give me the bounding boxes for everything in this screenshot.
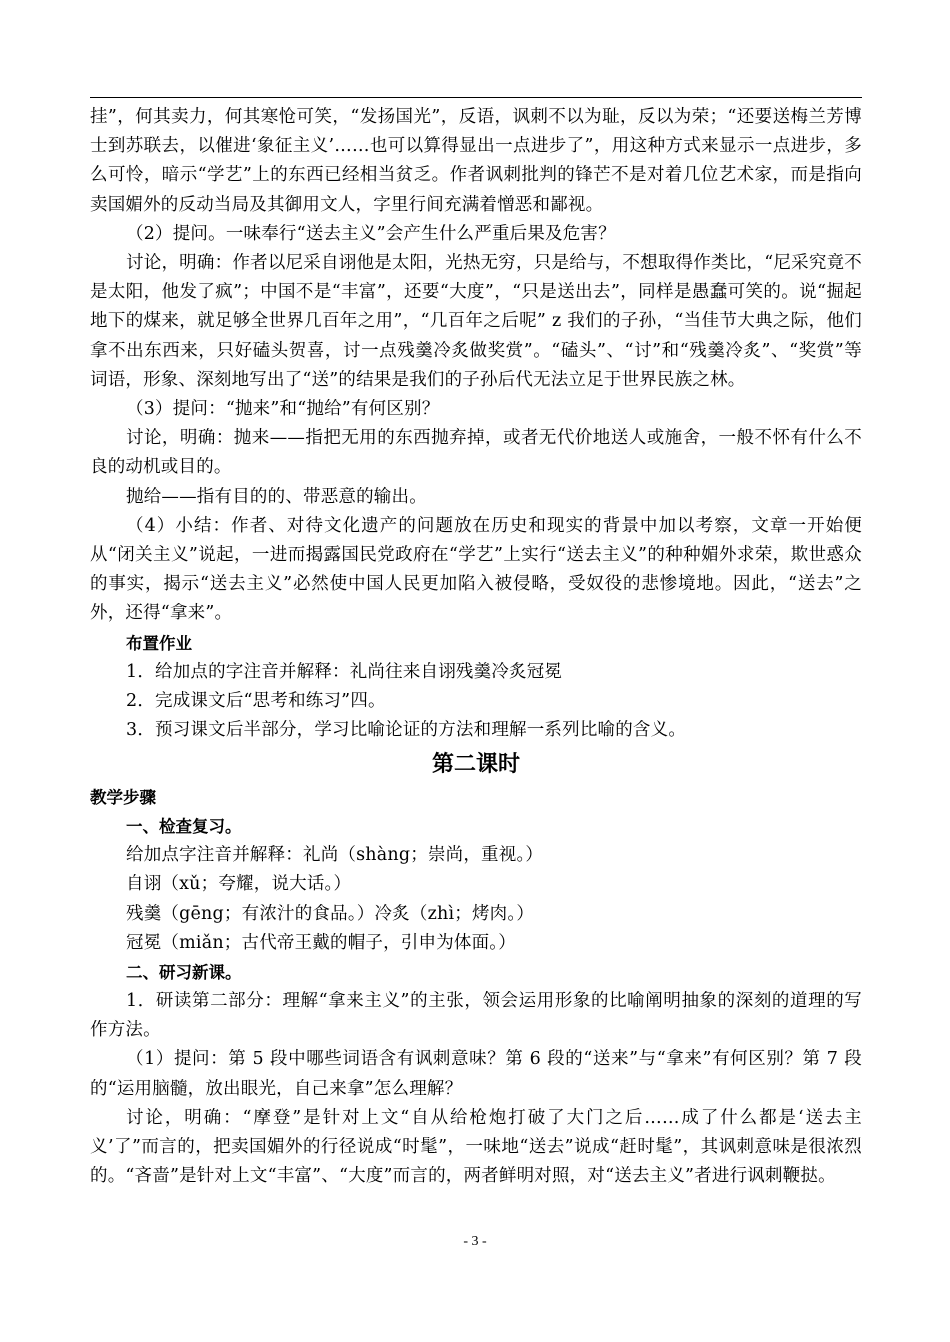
- homework-item-1: 1．给加点的字注音并解释：礼尚往来自诩残羹冷炙冠冕: [126, 661, 563, 682]
- new-lesson-heading: 二、研习新课。: [126, 963, 242, 983]
- review-item-2: 自诩（xǔ；夸耀，说大话。）: [126, 874, 352, 895]
- review-heading: 一、检查复习。: [126, 817, 242, 837]
- header-rule: [90, 97, 862, 98]
- discussion-3b: 抛给——指有目的的、带恶意的输出。: [126, 486, 427, 507]
- page-content: [90, 103, 862, 1192]
- summary-4: （4）小结：作者、对待文化遗产的问题放在历史和现实的背景中加以考察，文章一开始便从“闭关主义”说起，一进而揭露国民党政府在“学艺”上实行“送去主义”的种种媚外求荣，欺世惑众的事实，揭示“送去主义”必然使中国人民更加陷入被侵略，受奴役的悲惨境地。因此，“送去”之外，还得“拿来”。: [90, 515, 862, 624]
- paragraph: 挂”，何其卖力，何其寒怆可笑，“发扬国光”，反语，讽刺不以为耻，反以为荣；“还要送梅兰芳博士到苏联去，以催进‘象征主义’……也可以算得显出一点进步了”，用这种方式来显示一点进步，多么可怜，暗示“学艺”上的东西已经相当贫乏。作者讽刺批判的锋芒不是对着几位艺术家，而是指向卖国媚外的反动当局及其御用文人，字里行间充满着憎恶和鄙视。: [90, 107, 862, 215]
- discussion-2: 讨论，明确：作者以尼采自诩他是太阳，光热无穷，只是给与，不想取得作类比，“尼采究竟不是太阳，他发了疯”；中国不是“丰富”，还要“大度”，“只是送出去”，同样是愚蠢可笑的。说“掘起地下的煤来，就足够全世界几百年之用”，“几百年之后呢” z 我们的子孙，“当佳节大典之际，他们拿不出东西来，只好磕头贺喜，讨一点残羹冷炙做奖赏”。“磕头”、“讨”和“残羹冷炙”、“奖赏”等词语，形象、深刻地写出了“送”的结果是我们的子孙后代无法立足于世界民族之林。: [90, 253, 862, 390]
- homework-item-3: 3．预习课文后半部分，学习比喻论证的方法和理解一系列比喻的含义。: [126, 720, 687, 741]
- homework-heading: 布置作业: [126, 633, 192, 653]
- question-2: （2）提问。一味奉行“送去主义”会产生什么严重后果及危害？: [126, 223, 616, 244]
- new-lesson-item-1: 1．研读第二部分：理解“拿来主义”的主张，领会运用形象的比喻阐明抽象的深刻的道理的写作方法。: [90, 991, 862, 1041]
- steps-heading: 教学步骤: [90, 788, 156, 808]
- new-lesson-discussion-1: 讨论，明确：“摩登”是针对上文“自从给枪炮打破了大门之后……成了什么都是‘送去主义’了”而言的，把卖国媚外的行径说成“时髦”，一味地“送去”说成“赶时髦”，其讽刺意味是很浓烈的。“吝啬”是针对上文“丰富”、“大度”而言的，两者鲜明对照，对“送去主义”者进行讽刺鞭挞。: [90, 1107, 862, 1187]
- review-item-1: 给加点字注音并解释：礼尚（shàng；崇尚，重视。）: [126, 845, 544, 866]
- review-item-3: 残羹（gēng；有浓汁的食品。）冷炙（zhì；烤肉。）: [126, 903, 535, 924]
- discussion-3: 讨论，明确：抛来——指把无用的东西抛弃掉，或者无代价地送人或施舍，一般不怀有什么不良的动机或目的。: [90, 428, 862, 478]
- page-number: - 3 -: [463, 1234, 487, 1249]
- homework-item-2: 2．完成课文后“思考和练习”四。: [126, 690, 386, 711]
- question-3: （3）提问：“抛来”和“抛给”有何区别？: [126, 399, 440, 420]
- lesson-title: 第二课时: [431, 752, 520, 778]
- review-item-4: 冠冕（miǎn；古代帝王戴的帽子，引申为体面。）: [126, 932, 516, 953]
- new-lesson-question-1: （1）提问：第 5 段中哪些词语含有讽刺意味？第 6 段的“送来”与“拿来”有何区别？第 7 段的“运用脑髓，放出眼光，自己来拿”怎么理解？: [90, 1049, 862, 1099]
